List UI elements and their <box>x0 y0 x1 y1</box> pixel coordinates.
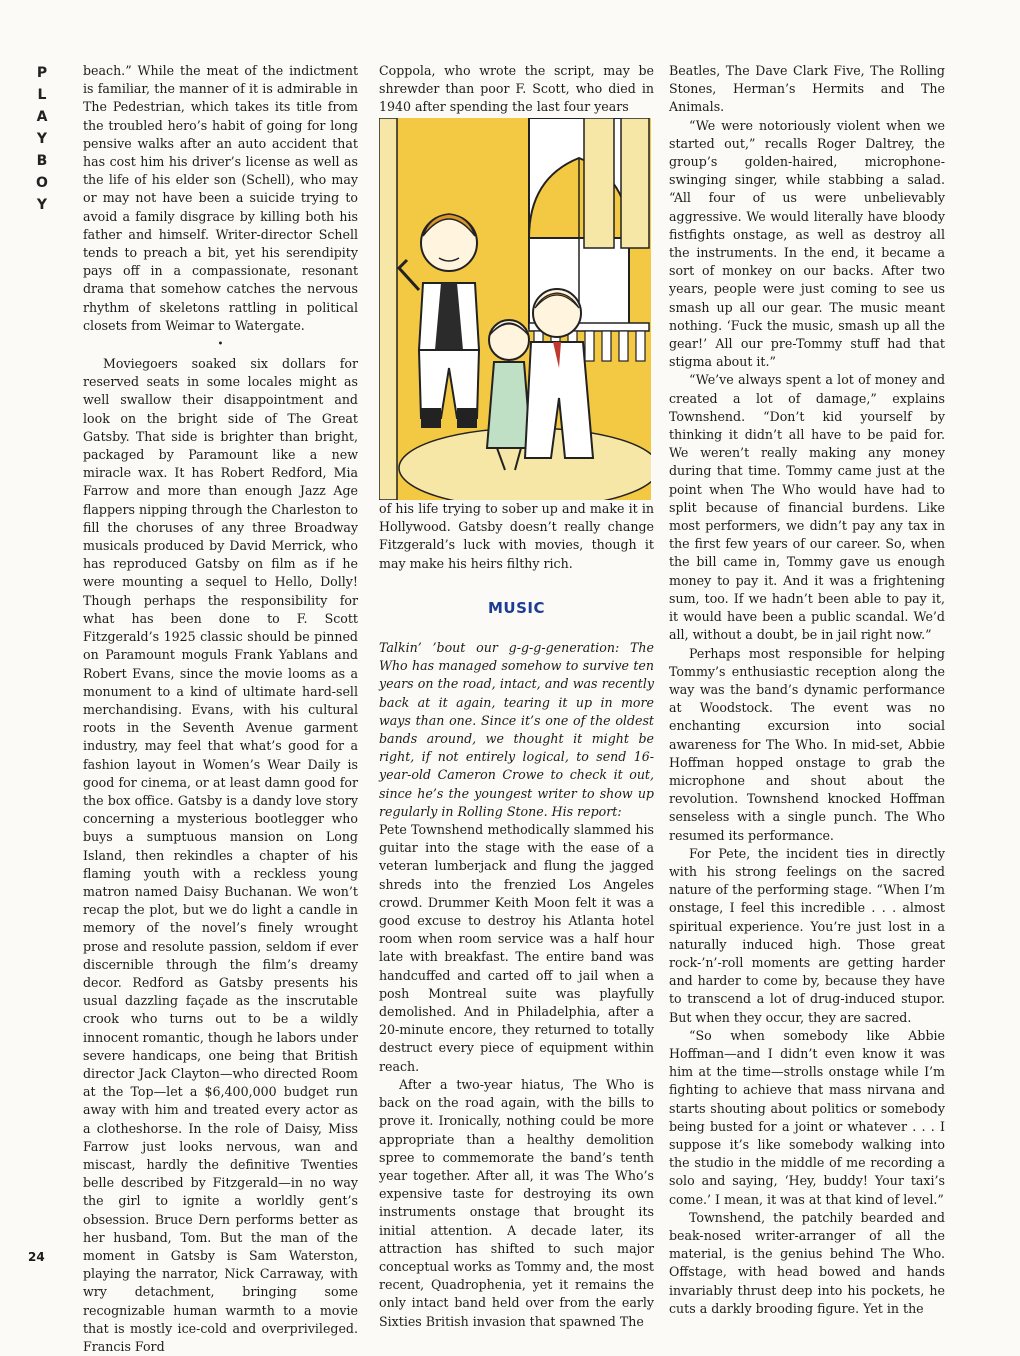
paragraph: Coppola, who wrote the script, may be shrewder than poor F. Scott, who died in 1940 after spending the last four years <box>379 63 654 115</box>
masthead-letter: O <box>36 175 48 191</box>
column-2-bottom <box>379 500 654 1331</box>
masthead-letter: P <box>36 65 48 81</box>
gatsby-illustration <box>379 118 651 500</box>
masthead-letter: A <box>36 109 48 125</box>
paragraph: “We were notoriously violent when we started out,” recalls Roger Daltrey, the group’s golden-haired, microphone-swinging singer, while stabbing a salad. “All four of us were unbelievably aggressive. We would literally have bloody fistfights onstage, as well as destroy all the instruments. In the end, it became a sort of monkey on our backs. After two years, people were just coming to see us smash up all our gear. The music meant nothing. ‘Fuck the music, smash up all the gear!’ All our pre-Tommy stuff had that stigma about it.” <box>669 117 945 370</box>
paragraph: Townshend, the patchily bearded and beak-nosed writer-arranger of all the material, is the genius behind The Who. Offstage, with head bowed and hands invariably thrust deep into his pockets, he cuts a darkly brooding figure. Yet in the <box>669 1209 945 1316</box>
masthead-letter: B <box>36 153 48 169</box>
section-bullet: • <box>217 339 224 351</box>
paragraph: For Pete, the incident ties in directly with his strong feelings on the sacred nature of the performing stage. “When I’m onstage, I feel this incredible . . . almost spiritual experience. You’re just lost in a naturally induced high. Those great rock-’n’-roll moments are getting harder and harder to come by, because they have to transcend a lot of drug-induced stupor. But when they occur, they are sacred. <box>669 845 945 1025</box>
column-2-top <box>379 62 654 117</box>
page-number: 24 <box>28 1250 45 1264</box>
column-1 <box>83 62 358 1356</box>
column-3 <box>669 62 945 1318</box>
masthead-letter: Y <box>36 131 48 147</box>
masthead-letter: L <box>37 87 47 103</box>
paragraph: After a two-year hiatus, The Who is back on the road again, with the bills to prove it. Ironically, nothing could be more appropriate than a healthy demolition spree to commemorate the band’s tenth year together. After all, it was The Who’s expensive taste for destroying its own instruments onstage that brought its initial attention. A decade later, its attraction has shifted to such major conceptual works as Tommy and, the most recent, Quadrophenia, yet it remains the only intact band held over from the early Sixties British invasion that spawned The <box>379 1076 654 1329</box>
paragraph: beach.” While the meat of the indictment is familiar, the manner of it is admirable in The Pedestrian, which takes its title from the troubled hero’s habit of going for long pensive walks after an auto accident that has cost him his driver’s license as well as the life of his elder son (Schell), who may or may not have been a suicide trying to avoid a family disgrace by killing both his father and himself. Writer-director Schell tends to preach a bit, yet his serendipity pays off in a compassionate, resonant drama that somehow catches the nervous rhythm of skeletons rattling in political closets from Weimar to Watergate. <box>83 63 358 333</box>
section-heading-music: MUSIC <box>488 598 545 617</box>
paragraph: Moviegoers soaked six dollars for reserved seats in some locales might as well swallow their disappointment and look on the bright side of The Great Gatsby. That side is brighter than bright, packaged by Paramount like a new miracle wax. It has Robert Redford, Mia Farrow and more than enough Jazz Age flappers nipping through the Charleston to fill the choruses of any three Broadway musicals produced by David Merrick, who has reproduced Gatsby on film as if he were mounting a sequel to Hello, Dolly! Though perhaps the responsibility for what has been done to F. Scott Fitzgerald’s 1925 classic should be pinned on Paramount moguls Frank Yablans and Robert Evans, since the movie looms as a monument to a kind of ultimate hard-sell merchandising. Evans, with his cultural roots in the Seventh Avenue garment industry, may feel that what’s good for a fashion layout in Women’s Wear Daily is good for cinema, or at least damn good for the box office. Gatsby is a dandy love story concerning a mysterious bootlegger who buys a sumptuous mansion on Long Island, then rekindles a chapter of his flaming youth with a reckless young matron named Daisy Buchanan. We won’t recap the plot, but we do light a candle in memory of the novel’s finely wrought prose and resolute passion, seldom if ever discernible through the film’s dreamy decor. Redford as Gatsby presents his usual dazzling façade as the inscrutable crook who turns out to be a wildly innocent romantic, though he labors under severe handicaps, one being that British director Jack Clayton—who directed Room at the Top—let a $6,400,000 budget run away with him and treated every actor as a clotheshorse. In the role of Daisy, Miss Farrow just looks nervous, wan and miscast, hardly the definitive Twenties belle described by Fitzgerald—in no way the girl to ignite a worldly gent’s obsession. Bruce Dern performs better as her husband, Tom. But the man of the moment in Gatsby is Sam Waterston, playing the narrator, Nick Carraway, with wry detachment, bringing some recognizable human warmth to a movie that is mostly ice-cold and overprivileged. Francis Ford <box>83 356 358 1355</box>
paragraph: Beatles, The Dave Clark Five, The Rolling Stones, Herman’s Hermits and The Animals. <box>669 63 945 115</box>
paragraph: “So when somebody like Abbie Hoffman—and I didn’t even know it was him at the time—strolls onstage while I’m fighting to achieve that mass nirvana and starts shouting about politics or somebody being busted for a joint or whatever . . . I suppose it’s like somebody walking into the studio in the middle of me recording a solo and saying, ‘Hey, buddy! Your taxi’s come.’ I mean, it was at that kind of level.” <box>669 1027 945 1207</box>
lede-paragraph: Talkin’ ’bout our g-g-g-generation: The Who has managed somehow to survive ten years on the road, intact, and was recently back at it again, tearing it up in more ways than one. Since it’s one of the oldest bands around, we thought it might be right, if not entirely logical, to send 16-year-old Cameron Crowe to check it out, since he’s the youngest writer to show up regularly in Rolling Stone. His report: <box>379 640 654 819</box>
paragraph: Pete Townshend methodically slammed his guitar into the stage with the ease of a veteran lumberjack and flung the jagged shreds into the frenzied Los Angeles crowd. Drummer Keith Moon felt it was a good excuse to destroy his Atlanta hotel room when room service was a half hour late with breakfast. The entire band was handcuffed and carted off to jail when a posh Montreal suite was playfully demolished. And in Philadelphia, after a 20-minute encore, they returned to totally destruct every piece of equipment within reach. <box>379 822 654 1074</box>
paragraph: of his life trying to sober up and make it in Hollywood. Gatsby doesn’t really change Fitzgerald’s luck with movies, though it may make his heirs filthy rich. <box>379 501 654 571</box>
paragraph: Perhaps most responsible for helping Tommy’s enthusiastic reception along the way was the band’s dynamic performance at Woodstock. The event was no enchanting excursion into social awareness for The Who. In mid-set, Abbie Hoffman hopped onstage to grab the microphone and shout about the revolution. Townshend knocked Hoffman senseless with a single punch. The Who resumed its performance. <box>669 645 945 843</box>
illustration-art <box>379 118 651 500</box>
masthead <box>30 62 54 216</box>
masthead-letter: Y <box>36 197 48 213</box>
paragraph: “We’ve always spent a lot of money and created a lot of damage,” explains Townshend. “Don’t kid yourself by thinking it didn’t all have to be paid for. We weren’t really making any money during that time. Tommy came just at the point when The Who would have had to split because of financial burdens. Like most performers, we didn’t pay any tax in the first few years of our career. So, when the bill came in, Tommy gave us enough money to pay it. And it was a frightening sum, too. If we hadn’t been able to pay it, it would have been a public scandal. We’d all, without a doubt, be in jail right now.” <box>669 372 945 643</box>
